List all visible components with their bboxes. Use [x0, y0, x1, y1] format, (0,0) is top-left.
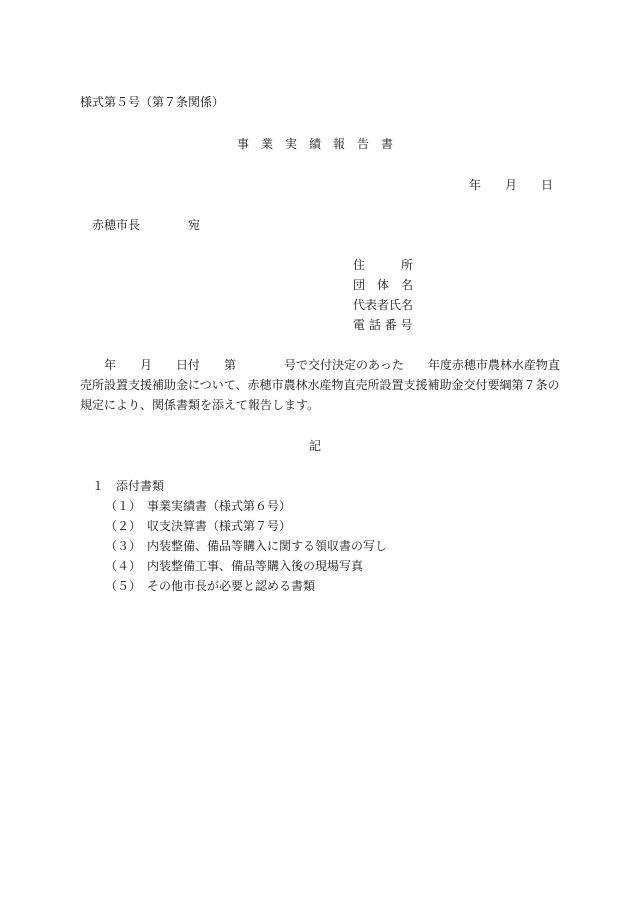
representative-name-label: 代表者氏名: [353, 298, 414, 312]
form-number: 様式第５号（第７条関係）: [80, 95, 225, 109]
ki-heading: 記: [308, 439, 321, 453]
body-line: 売所設置支援補助金について、赤穂市農林水産物直売所設置支援補助金交付要綱第７条の: [80, 378, 560, 392]
document-title: 事 業 実 績 報 告 書: [236, 137, 393, 151]
date-line: 年 月 日: [469, 178, 554, 192]
organization-name-label: 団 体 名: [353, 278, 414, 292]
body-line: 年 月 日付 第 号で交付決定のあった 年度赤穂市農林水産物直: [80, 358, 560, 372]
phone-number-label: 電 話 番 号: [353, 318, 413, 332]
attachment-item: （５） その他市長が必要と認める書類: [105, 579, 316, 593]
body-line: 規定により、関係書類を添えて報告します。: [80, 398, 320, 412]
attachment-item: （２） 収支決算書（様式第７号）: [105, 519, 292, 533]
addressee: 赤穂市長 宛: [92, 218, 201, 232]
attachments-heading: １ 添付書類: [92, 479, 165, 493]
attachment-item: （３） 内装整備、備品等購入に関する領収書の写し: [105, 539, 388, 553]
address-label: 住 所: [353, 258, 414, 272]
attachment-item: （４） 内装整備工事、備品等購入後の現場写真: [105, 559, 364, 573]
attachment-item: （１） 事業実績書（様式第６号）: [105, 499, 292, 513]
